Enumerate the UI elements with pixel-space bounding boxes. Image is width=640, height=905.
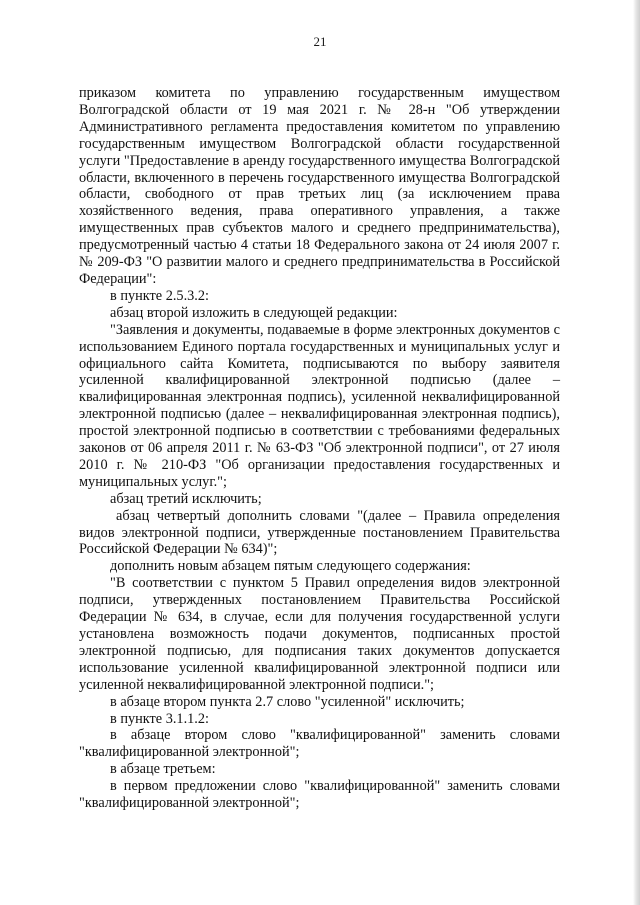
paragraph-clause-2-7: в абзаце втором пункта 2.7 слово "усиленной" исключить; (110, 693, 465, 710)
paragraph-clause-3-1-1-2: в пункте 3.1.1.2: (110, 710, 209, 727)
paragraph-second-abzac-edit: абзац второй изложить в следующей редакции: (110, 304, 398, 321)
paragraph-clause-2-5-3-2: в пункте 2.5.3.2: (110, 287, 209, 304)
paragraph-new-fifth-abzac: дополнить новым абзацем пятым следующего содержания: (110, 558, 471, 575)
document-body (79, 85, 560, 812)
page-edge-shadow (633, 0, 640, 905)
paragraph-fourth-abzac-supplement: абзац четвертый дополнить словами "(далее – Правила определения видов электронной подписи, утвержденные постановлением Правительства Российской Федерации № 634)"; (79, 507, 560, 558)
page-number: 21 (313, 34, 327, 49)
paragraph-order-reference: приказом комитета по управлению государственным имуществом Волгоградской области от 19 мая 2021 г. № 28-н "Об утверждении Административного регламента предоставления комитетом по управлению государственным имуществом Волгоградской области государственной услуги "Предоставление в аренду государственного имущества Волгоградской области, включенного в перечень государственного имущества Волгоградской области, свободного от прав третьих лиц (за исключением права хозяйственного ведения, права оперативного управления, а также имущественных прав субъектов малого и среднего предпринимательства), предусмотренный частью 4 статьи 18 Федерального закона от 24 июля 2007 г. № 209-ФЗ "О развитии малого и среднего предпринимательства в Российской Федерации": (79, 85, 560, 287)
paragraph-third-abzac: в абзаце третьем: (110, 761, 216, 778)
paragraph-first-sentence-replace: в первом предложении слово "квалифицированной" заменить словами "квалифицированной электронной"; (79, 778, 560, 812)
paragraph-quoted-applications: "Заявления и документы, подаваемые в форме электронных документов с использованием Единого портала государственных и муниципальных услуг и официального сайта Комитета, подписываются по выбору заявителя усиленной квалифицированной электронной подписью (далее – квалифицированная электронная подпись), усиленной неквалифицированной электронной подписью (далее – неквалифицированная электронная подпись), простой электронной подписью в соответствии с требованиями федеральных законов от 06 апреля 2011 г. № 63-ФЗ "Об электронной подписи", от 27 июля 2010 г. № 210-ФЗ "Об организации предоставления государственных и муниципальных услуг."; (79, 321, 560, 490)
paragraph-quoted-rules: "В соответствии с пунктом 5 Правил определения видов электронной подписи, утвержденных постановлением Правительства Российской Федерации № 634, в случае, если для получения государственной услуги установлена возможность подачи документов, подписанных простой электронной подписью, для подписания таких документов допускается использование усиленной квалифицированной электронной подписи или усиленной неквалифицированной электронной подписи."; (79, 575, 560, 693)
paragraph-third-abzac-exclude: абзац третий исключить; (110, 490, 262, 507)
paragraph-second-abzac-replace: в абзаце втором слово "квалифицированной" заменить словами "квалифицированной электронной"; (79, 727, 560, 761)
